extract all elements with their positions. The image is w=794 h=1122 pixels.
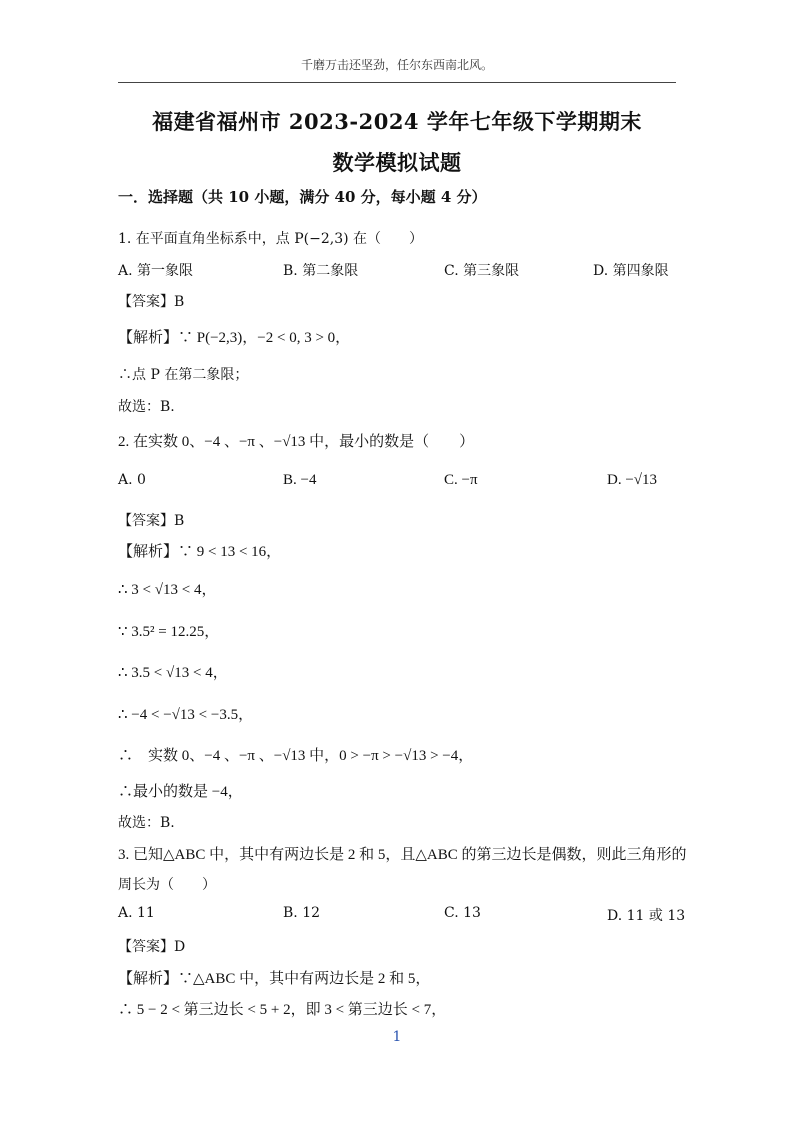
q3-answer: 【答案】D — [118, 939, 186, 955]
q3-option-a: A. 11 — [118, 905, 155, 921]
exam-title-line1: 福建省福州市 2023-2024 学年七年级下学期期末 — [152, 109, 642, 134]
page-number: 1 — [392, 1029, 402, 1045]
q3-option-c: C. 13 — [444, 905, 481, 921]
q1-option-d: D. 第四象限 — [593, 263, 669, 279]
q3-stem: 3. 已知△ABC 中，其中有两边长是 2 和 5，且△ABC 的第三边长是偶数，则此三角形的 — [118, 847, 687, 863]
q1-stem: 1. 在平面直角坐标系中，点 P(−2,3) 在（ ） — [118, 231, 424, 247]
q3-option-d: D. 11 或 13 — [607, 908, 686, 924]
q2-analysis-line: ∴ −4 < −√13 < −3.5， — [118, 707, 254, 723]
q1-option-a: A. 第一象限 — [118, 263, 194, 279]
q2-stem: 2. 在实数 0、−4 、−π 、−√13 中，最小的数是（ ） — [118, 434, 475, 450]
q2-option-c: C. −π — [444, 472, 478, 488]
q2-option-a: A. 0 — [118, 472, 146, 488]
section-heading: 一．选择题（共 10 小题，满分 40 分，每小题 4 分） — [118, 188, 487, 206]
header-divider — [118, 82, 676, 83]
q2-answer: 【答案】B — [118, 513, 185, 529]
exam-title-line2: 数学模拟试题 — [332, 150, 462, 175]
q1-answer: 【答案】B — [118, 294, 185, 310]
q1-option-b: B. 第二象限 — [283, 263, 359, 279]
q3-analysis-line: ∴ 5 − 2 < 第三边长 < 5 + 2，即 3 < 第三边长 < 7， — [118, 1002, 447, 1018]
q1-analysis-line: 故选：B. — [118, 399, 175, 415]
q3-stem-continued: 周长为（ ） — [118, 877, 216, 893]
header-motto: 千磨万击还坚劲，任尔东西南北风。 — [300, 58, 493, 72]
q1-option-c: C. 第三象限 — [444, 263, 520, 279]
q1-analysis-line: 【解析】∵ P(−2,3)，−2 < 0, 3 > 0， — [118, 330, 351, 346]
q2-analysis-line: 故选：B. — [118, 815, 175, 831]
q1-analysis-line: ∴点 P 在第二象限； — [118, 367, 249, 383]
q2-analysis-line: ∴最小的数是 −4， — [118, 784, 243, 800]
q2-option-d: D. −√13 — [607, 472, 658, 488]
q2-analysis-line: ∴ 3.5 < √13 < 4， — [118, 665, 228, 681]
q3-analysis-line: 【解析】∵△ABC 中，其中有两边长是 2 和 5， — [118, 971, 431, 987]
q2-analysis-line: ∴ 实数 0、−4 、−π 、−√13 中，0 > −π > −√13 > −4， — [118, 748, 474, 764]
q2-analysis-line: ∴ 3 < √13 < 4， — [118, 582, 217, 598]
q2-analysis-line: ∵ 3.5² = 12.25， — [118, 624, 220, 640]
q3-option-b: B. 12 — [283, 905, 321, 921]
q2-analysis-line: 【解析】∵ 9 < 13 < 16， — [118, 544, 282, 560]
q2-option-b: B. −4 — [283, 472, 317, 488]
